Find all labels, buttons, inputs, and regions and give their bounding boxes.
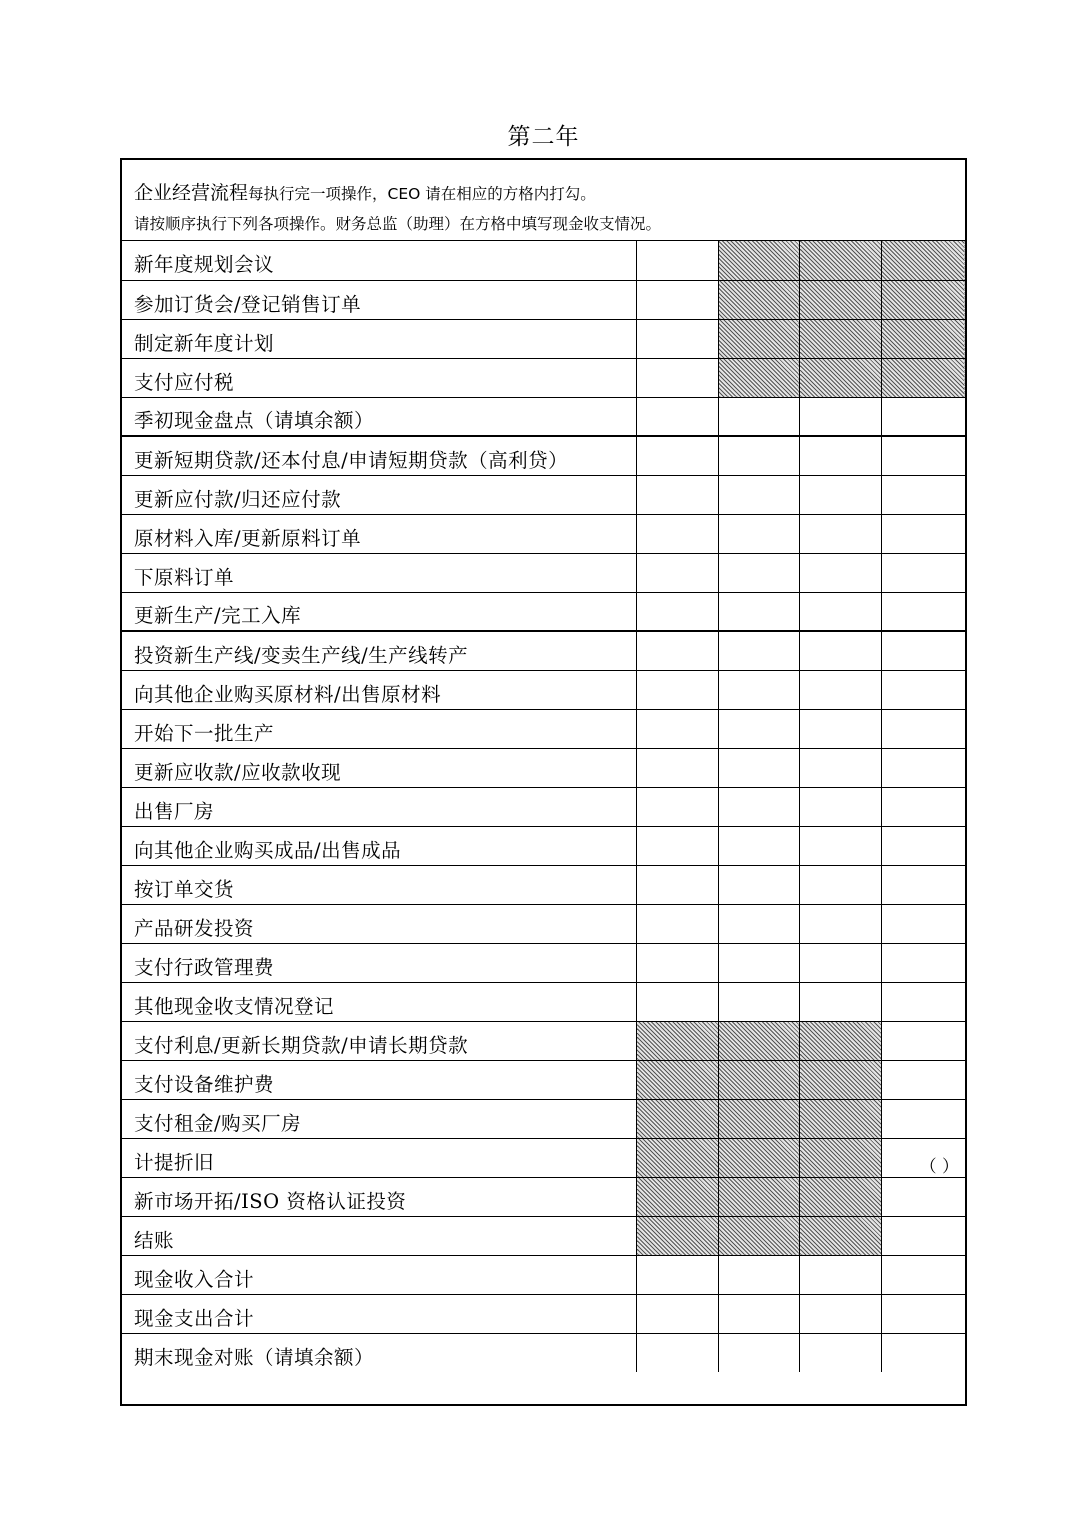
- entry-cell[interactable]: [718, 397, 800, 436]
- row-label: 参加订货会/登记销售订单: [122, 280, 637, 319]
- entry-cell[interactable]: [881, 514, 965, 553]
- entry-cell[interactable]: [881, 397, 965, 436]
- page-title: 第二年: [507, 124, 580, 150]
- table-row: [122, 514, 965, 553]
- shaded-cell: [800, 1099, 882, 1138]
- entry-cell[interactable]: [637, 787, 719, 826]
- row-label: 现金收入合计: [122, 1255, 637, 1294]
- header-instruction-finance: 请按顺序执行下列各项操作。财务总监（助理）在方格中填写现金收支情况。: [134, 215, 662, 233]
- table-row: [122, 670, 965, 709]
- entry-cell[interactable]: [881, 1333, 965, 1372]
- row-label: 支付利息/更新长期贷款/申请长期贷款: [122, 1021, 637, 1060]
- entry-cell[interactable]: [718, 787, 800, 826]
- table-row: [122, 904, 965, 943]
- entry-cell[interactable]: [800, 943, 882, 982]
- row-label: 更新应付款/归还应付款: [122, 475, 637, 514]
- entry-cell[interactable]: [800, 787, 882, 826]
- entry-cell[interactable]: [718, 1255, 800, 1294]
- table-row: [122, 787, 965, 826]
- table-row: [122, 1333, 965, 1372]
- entry-cell[interactable]: [881, 1138, 965, 1177]
- shaded-cell: [637, 1177, 719, 1216]
- entry-cell[interactable]: [637, 982, 719, 1021]
- table-row: [122, 280, 965, 319]
- entry-cell[interactable]: [800, 748, 882, 787]
- entry-cell[interactable]: [881, 436, 965, 475]
- entry-cell[interactable]: [881, 631, 965, 670]
- entry-cell[interactable]: [881, 1060, 965, 1099]
- entry-cell[interactable]: [718, 631, 800, 670]
- entry-cell[interactable]: [800, 982, 882, 1021]
- entry-cell[interactable]: [800, 1255, 882, 1294]
- entry-cell[interactable]: [637, 1333, 719, 1372]
- shaded-cell: [800, 358, 882, 397]
- table-row: [122, 436, 965, 475]
- table-row: [122, 1021, 965, 1060]
- row-label: 出售厂房: [122, 787, 637, 826]
- entry-cell[interactable]: [881, 1255, 965, 1294]
- entry-cell[interactable]: [718, 514, 800, 553]
- entry-cell[interactable]: [637, 1255, 719, 1294]
- row-label: 产品研发投资: [122, 904, 637, 943]
- entry-cell[interactable]: [637, 865, 719, 904]
- shaded-cell: [800, 280, 882, 319]
- shaded-cell: [800, 319, 882, 358]
- entry-cell[interactable]: [881, 826, 965, 865]
- table-row: [122, 1255, 965, 1294]
- header-line-1: [134, 178, 596, 205]
- entry-cell[interactable]: [800, 631, 882, 670]
- entry-cell[interactable]: [637, 631, 719, 670]
- row-label: 支付租金/购买厂房: [122, 1099, 637, 1138]
- table-row: [122, 982, 965, 1021]
- entry-cell[interactable]: [718, 943, 800, 982]
- entry-cell[interactable]: [881, 709, 965, 748]
- row-label: 按订单交货: [122, 865, 637, 904]
- row-label: 更新生产/完工入库: [122, 592, 637, 631]
- shaded-cell: [718, 1138, 800, 1177]
- entry-cell[interactable]: [800, 436, 882, 475]
- row-label: 投资新生产线/变卖生产线/生产线转产: [122, 631, 637, 670]
- entry-cell[interactable]: [881, 1021, 965, 1060]
- row-label: 向其他企业购买成品/出售成品: [122, 826, 637, 865]
- entry-cell[interactable]: [718, 553, 800, 592]
- entry-cell[interactable]: [637, 358, 719, 397]
- shaded-cell: [800, 241, 882, 280]
- shaded-cell: [718, 1216, 800, 1255]
- entry-cell[interactable]: [881, 553, 965, 592]
- entry-cell[interactable]: [637, 436, 719, 475]
- row-label: 新年度规划会议: [122, 241, 637, 280]
- entry-cell[interactable]: [800, 865, 882, 904]
- row-label: 季初现金盘点（请填余额）: [122, 397, 637, 436]
- row-label: 支付设备维护费: [122, 1060, 637, 1099]
- shaded-cell: [881, 280, 965, 319]
- shaded-cell: [718, 1177, 800, 1216]
- entry-cell[interactable]: [637, 826, 719, 865]
- row-label: 支付应付税: [122, 358, 637, 397]
- table-row: [122, 1099, 965, 1138]
- row-label: 结账: [122, 1216, 637, 1255]
- table-row: [122, 358, 965, 397]
- table-row: [122, 319, 965, 358]
- entry-cell[interactable]: [800, 670, 882, 709]
- entry-cell[interactable]: [800, 709, 882, 748]
- entry-cell[interactable]: [881, 475, 965, 514]
- sheet-header: [122, 160, 965, 241]
- shaded-cell: [718, 241, 800, 280]
- table-row: [122, 397, 965, 436]
- entry-cell[interactable]: [637, 397, 719, 436]
- entry-cell[interactable]: [881, 865, 965, 904]
- shaded-cell: [718, 358, 800, 397]
- shaded-cell: [718, 280, 800, 319]
- row-label: 制定新年度计划: [122, 319, 637, 358]
- row-label: 期末现金对账（请填余额）: [122, 1333, 637, 1372]
- entry-cell[interactable]: [881, 1177, 965, 1216]
- entry-cell[interactable]: [718, 982, 800, 1021]
- entry-cell[interactable]: [800, 1333, 882, 1372]
- entry-cell[interactable]: [718, 1333, 800, 1372]
- entry-cell[interactable]: [881, 748, 965, 787]
- shaded-cell: [637, 1060, 719, 1099]
- row-label: 原材料入库/更新原料订单: [122, 514, 637, 553]
- table-row: [122, 631, 965, 670]
- entry-cell[interactable]: [637, 280, 719, 319]
- entry-cell[interactable]: [881, 943, 965, 982]
- entry-cell[interactable]: [800, 904, 882, 943]
- entry-cell[interactable]: [637, 553, 719, 592]
- table-row: [122, 1294, 965, 1333]
- table-row: [122, 1138, 965, 1177]
- entry-cell[interactable]: [800, 397, 882, 436]
- row-label: 开始下一批生产: [122, 709, 637, 748]
- entry-cell[interactable]: [637, 592, 719, 631]
- row-label: 其他现金收支情况登记: [122, 982, 637, 1021]
- entry-cell[interactable]: [718, 709, 800, 748]
- table-row: [122, 865, 965, 904]
- shaded-cell: [800, 1060, 882, 1099]
- entry-cell[interactable]: [637, 709, 719, 748]
- header-title: 企业经营流程: [134, 182, 249, 204]
- entry-cell[interactable]: [637, 670, 719, 709]
- shaded-cell: [800, 1138, 882, 1177]
- entry-cell[interactable]: [637, 319, 719, 358]
- entry-cell[interactable]: [637, 475, 719, 514]
- row-label: 支付行政管理费: [122, 943, 637, 982]
- entry-cell[interactable]: [881, 982, 965, 1021]
- parenthesis-blank: （ ）: [919, 1156, 959, 1177]
- shaded-cell: [637, 1099, 719, 1138]
- shaded-cell: [718, 1099, 800, 1138]
- row-label: 更新应收款/应收款收现: [122, 748, 637, 787]
- shaded-cell: [800, 1021, 882, 1060]
- entry-cell[interactable]: [637, 748, 719, 787]
- entry-cell[interactable]: [718, 748, 800, 787]
- shaded-cell: [881, 319, 965, 358]
- shaded-cell: [881, 241, 965, 280]
- entry-cell[interactable]: [881, 670, 965, 709]
- entry-cell[interactable]: [637, 514, 719, 553]
- entry-cell[interactable]: [881, 1216, 965, 1255]
- table-row: [122, 475, 965, 514]
- shaded-cell: [800, 1177, 882, 1216]
- row-label: 新市场开拓/ISO 资格认证投资: [122, 1177, 637, 1216]
- entry-cell[interactable]: [637, 241, 719, 280]
- entry-cell[interactable]: [800, 1294, 882, 1333]
- entry-cell[interactable]: [800, 553, 882, 592]
- table-row: [122, 553, 965, 592]
- table-row: [122, 1216, 965, 1255]
- entry-cell[interactable]: [800, 475, 882, 514]
- shaded-cell: [718, 1021, 800, 1060]
- row-label: 更新短期贷款/还本付息/申请短期贷款（高利贷）: [122, 436, 637, 475]
- table-row: [122, 241, 965, 280]
- row-label: 下原料订单: [122, 553, 637, 592]
- row-label: 现金支出合计: [122, 1294, 637, 1333]
- entry-cell[interactable]: [637, 943, 719, 982]
- table-row: [122, 709, 965, 748]
- shaded-cell: [881, 358, 965, 397]
- shaded-cell: [718, 319, 800, 358]
- shaded-cell: [800, 1216, 882, 1255]
- entry-cell[interactable]: [881, 1294, 965, 1333]
- entry-cell[interactable]: [718, 475, 800, 514]
- table-row: [122, 826, 965, 865]
- table-row: [122, 1177, 965, 1216]
- shaded-cell: [718, 1060, 800, 1099]
- entry-cell[interactable]: [718, 904, 800, 943]
- row-label: 计提折旧: [122, 1138, 637, 1177]
- entry-cell[interactable]: [718, 1294, 800, 1333]
- entry-cell[interactable]: [881, 787, 965, 826]
- entry-cell[interactable]: [881, 904, 965, 943]
- entry-cell[interactable]: [637, 904, 719, 943]
- entry-cell[interactable]: [881, 592, 965, 631]
- shaded-cell: [637, 1138, 719, 1177]
- header-instruction-ceo: 每执行完一项操作，CEO 请在相应的方格内打勾。: [248, 185, 596, 203]
- table-row: [122, 748, 965, 787]
- table-row: [122, 592, 965, 631]
- entry-cell[interactable]: [718, 670, 800, 709]
- entry-cell[interactable]: [637, 1294, 719, 1333]
- entry-cell[interactable]: [800, 592, 882, 631]
- entry-cell[interactable]: [718, 436, 800, 475]
- entry-cell[interactable]: [800, 826, 882, 865]
- entry-cell[interactable]: [718, 865, 800, 904]
- process-table: [122, 241, 965, 1372]
- entry-cell[interactable]: [881, 1099, 965, 1138]
- table-row: [122, 943, 965, 982]
- shaded-cell: [637, 1021, 719, 1060]
- row-label: 向其他企业购买原材料/出售原材料: [122, 670, 637, 709]
- shaded-cell: [637, 1216, 719, 1255]
- entry-cell[interactable]: [718, 826, 800, 865]
- entry-cell[interactable]: [718, 592, 800, 631]
- entry-cell[interactable]: [800, 514, 882, 553]
- table-row: [122, 1060, 965, 1099]
- process-sheet: [120, 158, 967, 1406]
